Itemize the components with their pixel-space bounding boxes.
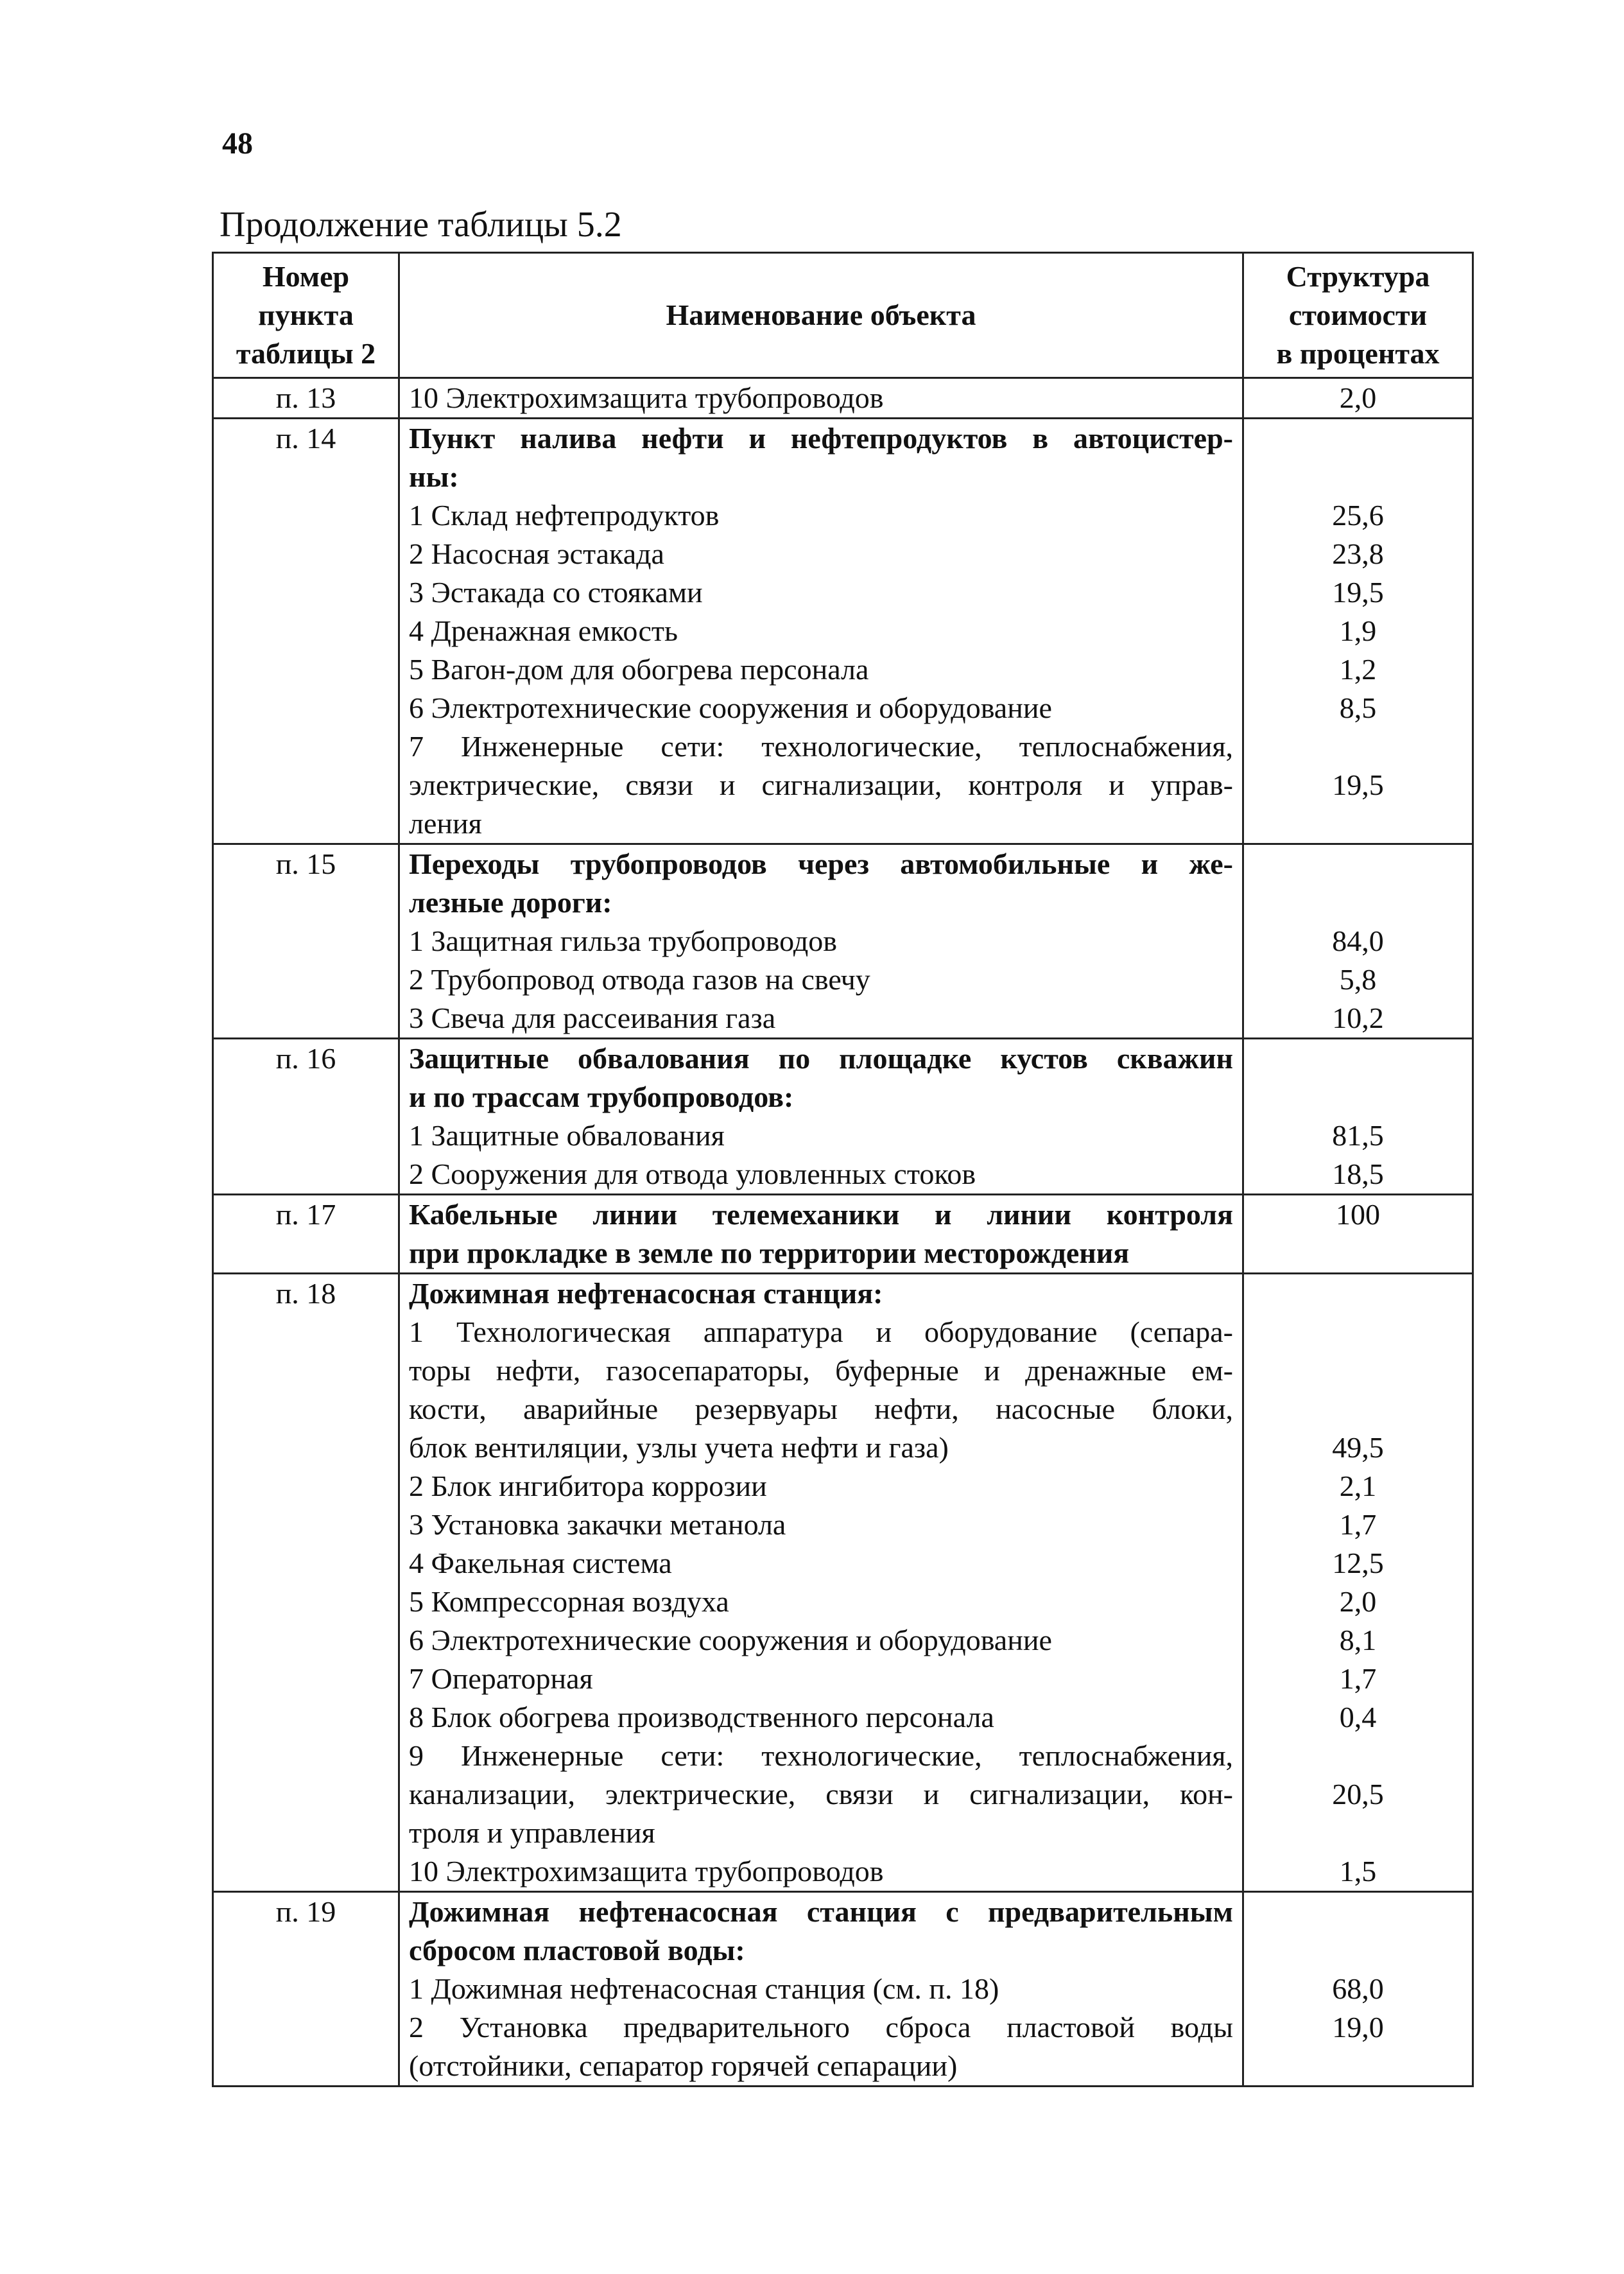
section-title-line: Дожимная нефтенасосная станция с предварительным <box>409 1895 1233 1928</box>
percent-value: 19,0 <box>1332 2011 1384 2044</box>
percent-value: 2,0 <box>1339 381 1377 414</box>
percent-value: 19,5 <box>1332 768 1384 801</box>
object-line: 9 Инженерные сети: технологические, теплоснабжения, <box>409 1739 1233 1772</box>
object-line: 2 Сооружения для отвода уловленных стоков <box>409 1158 976 1190</box>
percent-value: 25,6 <box>1332 499 1384 532</box>
item-number-cell: п. 18 <box>213 1274 399 1892</box>
percent-value: 0,4 <box>1339 1701 1377 1733</box>
header-line: Номер <box>262 260 350 293</box>
object-line: 3 Свеча для рассеивания газа <box>409 1002 776 1034</box>
object-line: 6 Электротехнические сооружения и оборудование <box>409 1624 1052 1656</box>
percent-value <box>1253 1814 1463 1852</box>
percent-value: 5,8 <box>1339 963 1377 996</box>
cost-percent-cell <box>1243 1274 1473 1892</box>
section-title-line: при прокладке в земле по территории месторождения <box>409 1237 1130 1269</box>
section-title-line: сбросом пластовой воды: <box>409 1934 745 1966</box>
object-line: 5 Компрессорная воздуха <box>409 1585 729 1618</box>
object-line: 5 Вагон-дом для обогрева персонала <box>409 653 869 686</box>
percent-value: 12,5 <box>1332 1547 1384 1579</box>
cost-percent-cell <box>1243 1892 1473 2087</box>
header-cost-structure <box>1243 253 1473 378</box>
header-item-number <box>213 253 399 378</box>
table-row <box>213 1892 1473 2087</box>
cost-percent-cell <box>1243 378 1473 419</box>
object-name-cell <box>399 1195 1243 1274</box>
table-row <box>213 378 1473 419</box>
percent-value: 84,0 <box>1332 924 1384 957</box>
item-number-cell: п. 17 <box>213 1195 399 1274</box>
object-line: 1 Защитная гильза трубопроводов <box>409 924 837 957</box>
header-line: таблицы 2 <box>236 337 376 370</box>
percent-value <box>1253 845 1463 883</box>
header-line: Структура <box>1286 260 1430 293</box>
object-line: 1 Технологическая аппаратура и оборудование (сепара- <box>409 1315 1233 1348</box>
percent-value <box>1253 883 1463 922</box>
percent-value <box>1253 1390 1463 1428</box>
cost-percent-cell <box>1243 419 1473 844</box>
section-title-line: Кабельные линии телемеханики и линии контроля <box>409 1198 1233 1231</box>
object-name-cell <box>399 378 1243 419</box>
percent-value: 20,5 <box>1332 1778 1384 1810</box>
percent-value: 10,2 <box>1332 1002 1384 1034</box>
object-line: (отстойники, сепаратор горячей сепарации) <box>409 2049 958 2082</box>
object-line: 2 Блок ингибитора коррозии <box>409 1470 767 1502</box>
section-title-line: Пункт налива нефти и нефтепродуктов в автоцистер- <box>409 422 1233 455</box>
percent-value: 81,5 <box>1332 1119 1384 1152</box>
object-line: канализации, электрические, связи и сигнализации, кон- <box>409 1778 1233 1810</box>
object-name-cell <box>399 844 1243 1039</box>
object-line: 1 Защитные обвалования <box>409 1119 725 1152</box>
percent-value: 2,1 <box>1339 1470 1377 1502</box>
percent-value <box>1253 1931 1463 1970</box>
object-name-cell <box>399 1892 1243 2087</box>
table-row <box>213 419 1473 844</box>
percent-value <box>1253 1313 1463 1351</box>
object-line: 4 Факельная система <box>409 1547 672 1579</box>
header-line: стоимости <box>1288 299 1428 331</box>
percent-value: 19,5 <box>1332 576 1384 609</box>
item-number-cell: п. 16 <box>213 1039 399 1195</box>
cost-structure-table <box>212 252 1474 2087</box>
percent-value: 1,5 <box>1339 1855 1377 1888</box>
table-row <box>213 1274 1473 1892</box>
item-number-cell: п. 19 <box>213 1892 399 2087</box>
percent-value <box>1253 458 1463 496</box>
header-line: в процентах <box>1276 337 1440 370</box>
object-name-cell <box>399 1274 1243 1892</box>
section-title-line: Дожимная нефтенасосная станция: <box>409 1277 883 1310</box>
section-title-line: Переходы трубопроводов через автомобильные и же- <box>409 847 1233 880</box>
table-row <box>213 844 1473 1039</box>
percent-value: 2,0 <box>1339 1585 1377 1618</box>
percent-value: 23,8 <box>1332 537 1384 570</box>
percent-value <box>1253 727 1463 766</box>
object-line: 4 Дренажная емкость <box>409 614 678 647</box>
object-line: блок вентиляции, узлы учета нефти и газа) <box>409 1431 949 1464</box>
cost-percent-cell <box>1243 1039 1473 1195</box>
object-line: торы нефти, газосепараторы, буферные и дренажные ем- <box>409 1354 1233 1387</box>
percent-value: 8,1 <box>1339 1624 1377 1656</box>
percent-value: 68,0 <box>1332 1972 1384 2005</box>
item-number-cell: п. 15 <box>213 844 399 1039</box>
percent-value <box>1253 1351 1463 1390</box>
object-line: 8 Блок обогрева производственного персонала <box>409 1701 994 1733</box>
object-line: 2 Трубопровод отвода газов на свечу <box>409 963 870 996</box>
cost-percent-cell <box>1243 844 1473 1039</box>
object-line: кости, аварийные резервуары нефти, насосные блоки, <box>409 1393 1233 1425</box>
section-title-line: ны: <box>409 460 459 493</box>
object-line: троля и управления <box>409 1816 655 1849</box>
percent-value <box>1253 2047 1463 2085</box>
percent-value: 1,7 <box>1339 1662 1377 1695</box>
object-line: 7 Операторная <box>409 1662 593 1695</box>
object-name-cell <box>399 419 1243 844</box>
object-line: 10 Электрохимзащита трубопроводов <box>409 1855 884 1888</box>
percent-value <box>1253 1234 1463 1272</box>
table-caption: Продолжение таблицы 5.2 <box>220 205 622 245</box>
percent-value: 100 <box>1336 1198 1380 1231</box>
object-line: 3 Эстакада со стояками <box>409 576 703 609</box>
table-body <box>213 378 1473 2087</box>
object-line: 2 Установка предварительного сброса пластовой воды <box>409 2011 1233 2044</box>
percent-value: 1,2 <box>1339 653 1377 686</box>
percent-value <box>1253 1737 1463 1775</box>
object-line: 1 Склад нефтепродуктов <box>409 499 720 532</box>
section-title-line: Защитные обвалования по площадке кустов скважин <box>409 1042 1233 1075</box>
section-title-line: лезные дороги: <box>409 886 612 919</box>
table-row <box>213 1039 1473 1195</box>
percent-value: 49,5 <box>1332 1431 1384 1464</box>
object-line: 2 Насосная эстакада <box>409 537 664 570</box>
item-number-cell: п. 14 <box>213 419 399 844</box>
object-line: 10 Электрохимзащита трубопроводов <box>409 381 884 414</box>
object-name-cell <box>399 1039 1243 1195</box>
percent-value <box>1253 1893 1463 1931</box>
object-line: ления <box>409 807 482 840</box>
percent-value <box>1253 1274 1463 1313</box>
percent-value: 1,7 <box>1339 1508 1377 1541</box>
header-object-name: Наименование объекта <box>399 253 1243 378</box>
object-line: 6 Электротехнические сооружения и оборудование <box>409 691 1052 724</box>
percent-value: 18,5 <box>1332 1158 1384 1190</box>
header-line: пункта <box>258 299 354 331</box>
object-line: 1 Дожимная нефтенасосная станция (см. п. 18) <box>409 1972 999 2005</box>
percent-value <box>1253 1039 1463 1078</box>
object-line: электрические, связи и сигнализации, контроля и управ- <box>409 768 1233 801</box>
cost-percent-cell <box>1243 1195 1473 1274</box>
percent-value <box>1253 1078 1463 1116</box>
item-number-cell: п. 13 <box>213 378 399 419</box>
object-line: 3 Установка закачки метанола <box>409 1508 786 1541</box>
percent-value: 1,9 <box>1339 614 1377 647</box>
section-title-line: и по трассам трубопроводов: <box>409 1081 794 1113</box>
table-header-row <box>213 253 1473 378</box>
table-row <box>213 1195 1473 1274</box>
percent-value <box>1253 804 1463 843</box>
object-line: 7 Инженерные сети: технологические, теплоснабжения, <box>409 730 1233 763</box>
page-number: 48 <box>222 126 253 161</box>
percent-value <box>1253 419 1463 458</box>
percent-value: 8,5 <box>1339 691 1377 724</box>
